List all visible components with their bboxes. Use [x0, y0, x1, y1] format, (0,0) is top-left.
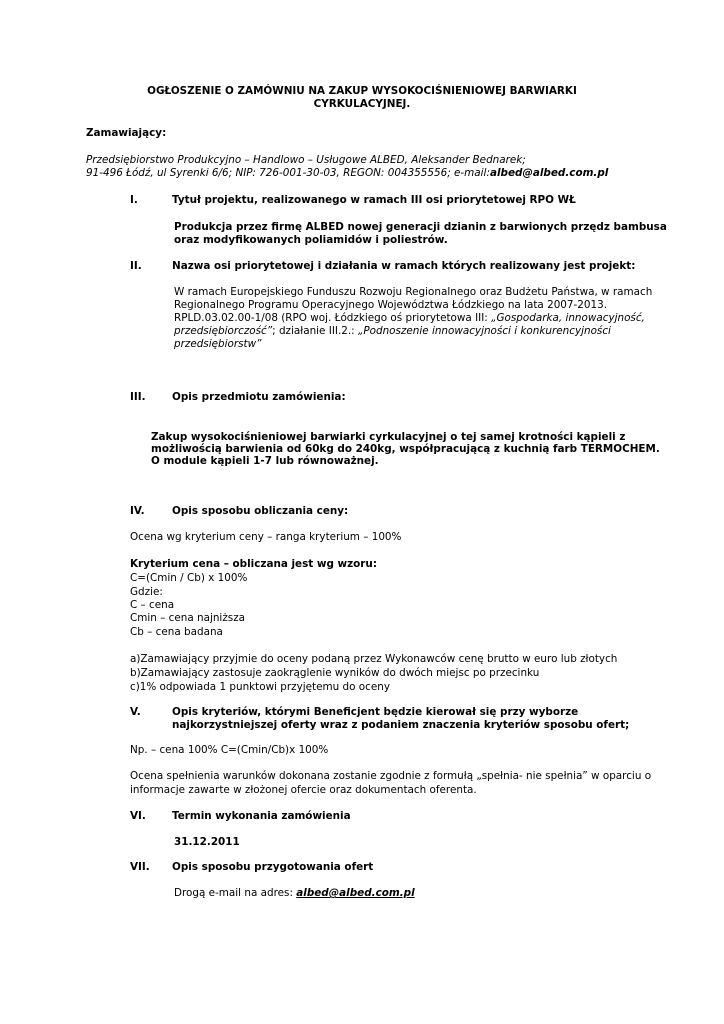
section-1-body-line-2: oraz modyfikowanych poliamidów i poliestrów. — [174, 234, 448, 246]
section-5-title-line-1: Opis kryteriów, którymi Beneficjent będzie kierował się przy wyborze — [172, 706, 579, 718]
section-6-number: VI. — [130, 810, 146, 822]
section-5-number: V. — [130, 706, 141, 718]
section-7-line — [174, 887, 415, 900]
section-7-line-text: Drogą e-mail na adres: — [174, 887, 297, 899]
title-line-1: OGŁOSZENIE O ZAMÓWNIU NA ZAKUP WYSOKOCIŚNIENIOWEJ BARWIARKI — [147, 85, 577, 97]
section-3-line-3: O module kąpieli 1-7 lub równoważnej. — [151, 455, 379, 467]
section-4-title: Opis sposobu obliczania ceny: — [172, 505, 349, 517]
section-2-line-3-italic: „Gospodarka, innowacyjność, — [491, 312, 645, 324]
section-4-item-b: b)Zamawiający zastosuje zaokrąglenie wyników do dwóch miejsc po przecinku — [130, 667, 540, 679]
section-4-formula: C=(Cmin / Cb) x 100% — [130, 572, 248, 584]
section-3-line-2: możliwością barwienia od 60kg do 240kg, współpracującą z kuchnią farb TERMOCHEM. — [151, 443, 660, 455]
section-3-title: Opis przedmiotu zamówienia: — [172, 391, 346, 403]
orderer-email-link[interactable]: albed@albed.com.pl — [489, 167, 609, 179]
section-2-line-4-italic: przedsiębiorczość” — [174, 325, 273, 337]
section-4-def-cb: Cb – cena badana — [130, 626, 223, 638]
section-2-line-3 — [174, 312, 645, 325]
section-7-email-link[interactable]: albed@albed.com.pl — [296, 887, 415, 899]
section-4-where: Gdzie: — [130, 586, 163, 598]
orderer-line-1: Przedsiębiorstwo Produkcyjno – Handlowo – Usługowe ALBED, Aleksander Bednarek; — [86, 154, 526, 166]
section-2-line-1: W ramach Europejskiego Funduszu Rozwoju Regionalnego oraz Budżetu Państwa, w ramach — [174, 286, 653, 298]
section-2-line-2: Regionalnego Programu Operacyjnego Województwa Łódzkiego na lata 2007-2013. — [174, 299, 608, 311]
title-line-2: CYRKULACYJNEJ. — [313, 98, 411, 110]
section-4-def-c: C – cena — [130, 599, 175, 611]
section-2-line-3-text: RPLD.03.02.00-1/08 (RPO woj. Łódzkiego oś priorytetowa III: — [174, 312, 492, 324]
section-6-date: 31.12.2011 — [174, 836, 240, 848]
section-2-number: II. — [130, 260, 142, 272]
section-3-number: III. — [130, 391, 146, 403]
section-7-title: Opis sposobu przygotowania ofert — [172, 861, 374, 873]
section-4-item-c: c)1% odpowiada 1 punktowi przyjętemu do oceny — [130, 681, 390, 693]
section-7-number: VII. — [130, 861, 150, 873]
section-2-title: Nazwa osi priorytetowej i działania w ramach których realizowany jest projekt: — [172, 260, 636, 272]
orderer-label: Zamawiający: — [86, 127, 167, 139]
section-1-title: Tytuł projektu, realizowanego w ramach III osi priorytetowej RPO WŁ — [172, 194, 576, 206]
section-6-title: Termin wykonania zamówienia — [172, 810, 351, 822]
section-2-line-4-text: ; działanie III.2.: — [272, 325, 358, 337]
section-2-line-5: przedsiębiorstw” — [174, 338, 262, 350]
orderer-line-2 — [86, 167, 608, 180]
section-4-item-a: a)Zamawiający przyjmie do oceny podaną przez Wykonawców cenę brutto w euro lub złotych — [130, 653, 618, 665]
section-4-evaluation-line: Ocena wg kryterium ceny – ranga kryterium – 100% — [130, 531, 402, 543]
document-title — [60, 85, 664, 111]
section-5-title-line-2: najkorzystniejszej oferty wraz z podaniem znaczenia kryteriów sposobu ofert; — [172, 719, 630, 731]
section-5-example: Np. – cena 100% C=(Cmin/Cb)x 100% — [130, 744, 329, 756]
section-3-line-1: Zakup wysokociśnieniowej barwiarki cyrkulacyjnej o tej samej krotności kąpieli z — [151, 431, 626, 443]
section-4-number: IV. — [130, 505, 145, 517]
section-2-line-4-italic-2: „Podnoszenie innowacyjności i konkurencyjności — [357, 325, 611, 337]
section-5-eval-line-2: informacje zawarte w złożonej ofercie oraz dokumentach oferenta. — [130, 784, 477, 796]
section-1-body-line-1: Produkcja przez firmę ALBED nowej generacji dzianin z barwionych przędz bambusa — [174, 221, 667, 233]
section-1-number: I. — [130, 194, 138, 206]
orderer-address: 91-496 Łódź, ul Syrenki 6/6; NIP: 726-001-30-03, REGON: 004355556; e-mail: — [86, 167, 490, 179]
section-4-def-cmin: Cmin – cena najniższa — [130, 612, 246, 624]
section-4-criterion-title: Kryterium cena – obliczana jest wg wzoru: — [130, 558, 377, 570]
section-5-eval-line-1: Ocena spełnienia warunków dokonana zostanie zgodnie z formułą „spełnia- nie spełnia” w oparciu o — [130, 770, 652, 782]
section-2-line-4 — [174, 325, 611, 338]
